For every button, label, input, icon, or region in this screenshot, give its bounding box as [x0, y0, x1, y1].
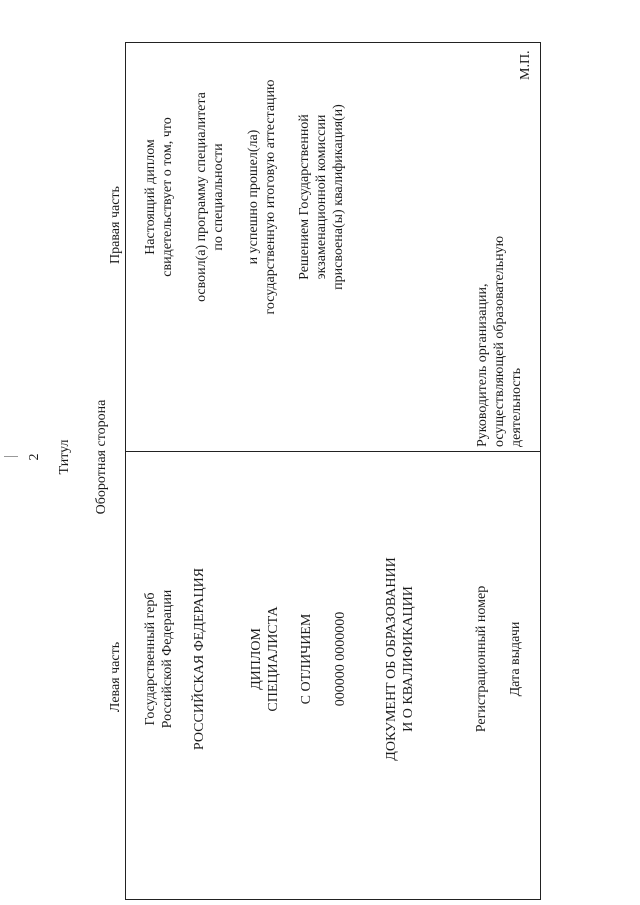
serial-number: 000000 0000000	[333, 611, 348, 707]
stamp-placeholder: М.П.	[518, 50, 533, 80]
commission-line-3: присвоена(ы) квалификация(и)	[331, 104, 346, 290]
program-line-2: по специальности	[211, 143, 226, 251]
certify-line-1: Настоящий диплом	[143, 139, 158, 255]
doc-type-line-2: И О КВАЛИФИКАЦИИ	[401, 586, 416, 732]
right-part-heading: Правая часть	[108, 186, 123, 264]
commission-line-1: Решением Государственной	[297, 114, 312, 280]
head-line-2: осуществляющей образовательную	[492, 235, 507, 447]
program-line-1: освоил(а) программу специалитета	[194, 92, 209, 302]
center-divider	[125, 451, 541, 452]
reg-number-label: Регистрационный номер	[474, 585, 489, 733]
certify-line-2: свидетельствует о том, что	[160, 117, 175, 277]
doc-type-line-1: ДОКУМЕНТ ОБ ОБРАЗОВАНИИ	[384, 557, 399, 761]
emblem-line-1: Государственный герб	[143, 592, 158, 726]
diploma-title-line-2: СПЕЦИАЛИСТА	[266, 606, 281, 712]
country-name: РОССИЙСКАЯ ФЕДЕРАЦИЯ	[192, 567, 207, 751]
attestation-line-2: государственную итоговую аттестацию	[263, 79, 278, 315]
scan-mark-top-2	[12, 456, 18, 457]
issue-date-label: Дата выдачи	[508, 621, 523, 697]
page-number: 2	[27, 453, 42, 461]
honors-label: С ОТЛИЧИЕМ	[299, 613, 314, 705]
diploma-title-line-1: ДИПЛОМ	[249, 628, 264, 690]
page-title: Титул	[57, 439, 72, 475]
emblem-line-2: Российской Федерации	[160, 589, 175, 729]
head-line-3: деятельность	[509, 367, 524, 447]
side-label: Оборотная сторона	[94, 399, 109, 515]
commission-line-2: экзаменационной комиссии	[314, 114, 329, 280]
left-part-heading: Левая часть	[108, 641, 123, 713]
head-line-1: Руководитель организации,	[475, 283, 490, 447]
attestation-line-1: и успешно прошел(ла)	[246, 129, 261, 265]
